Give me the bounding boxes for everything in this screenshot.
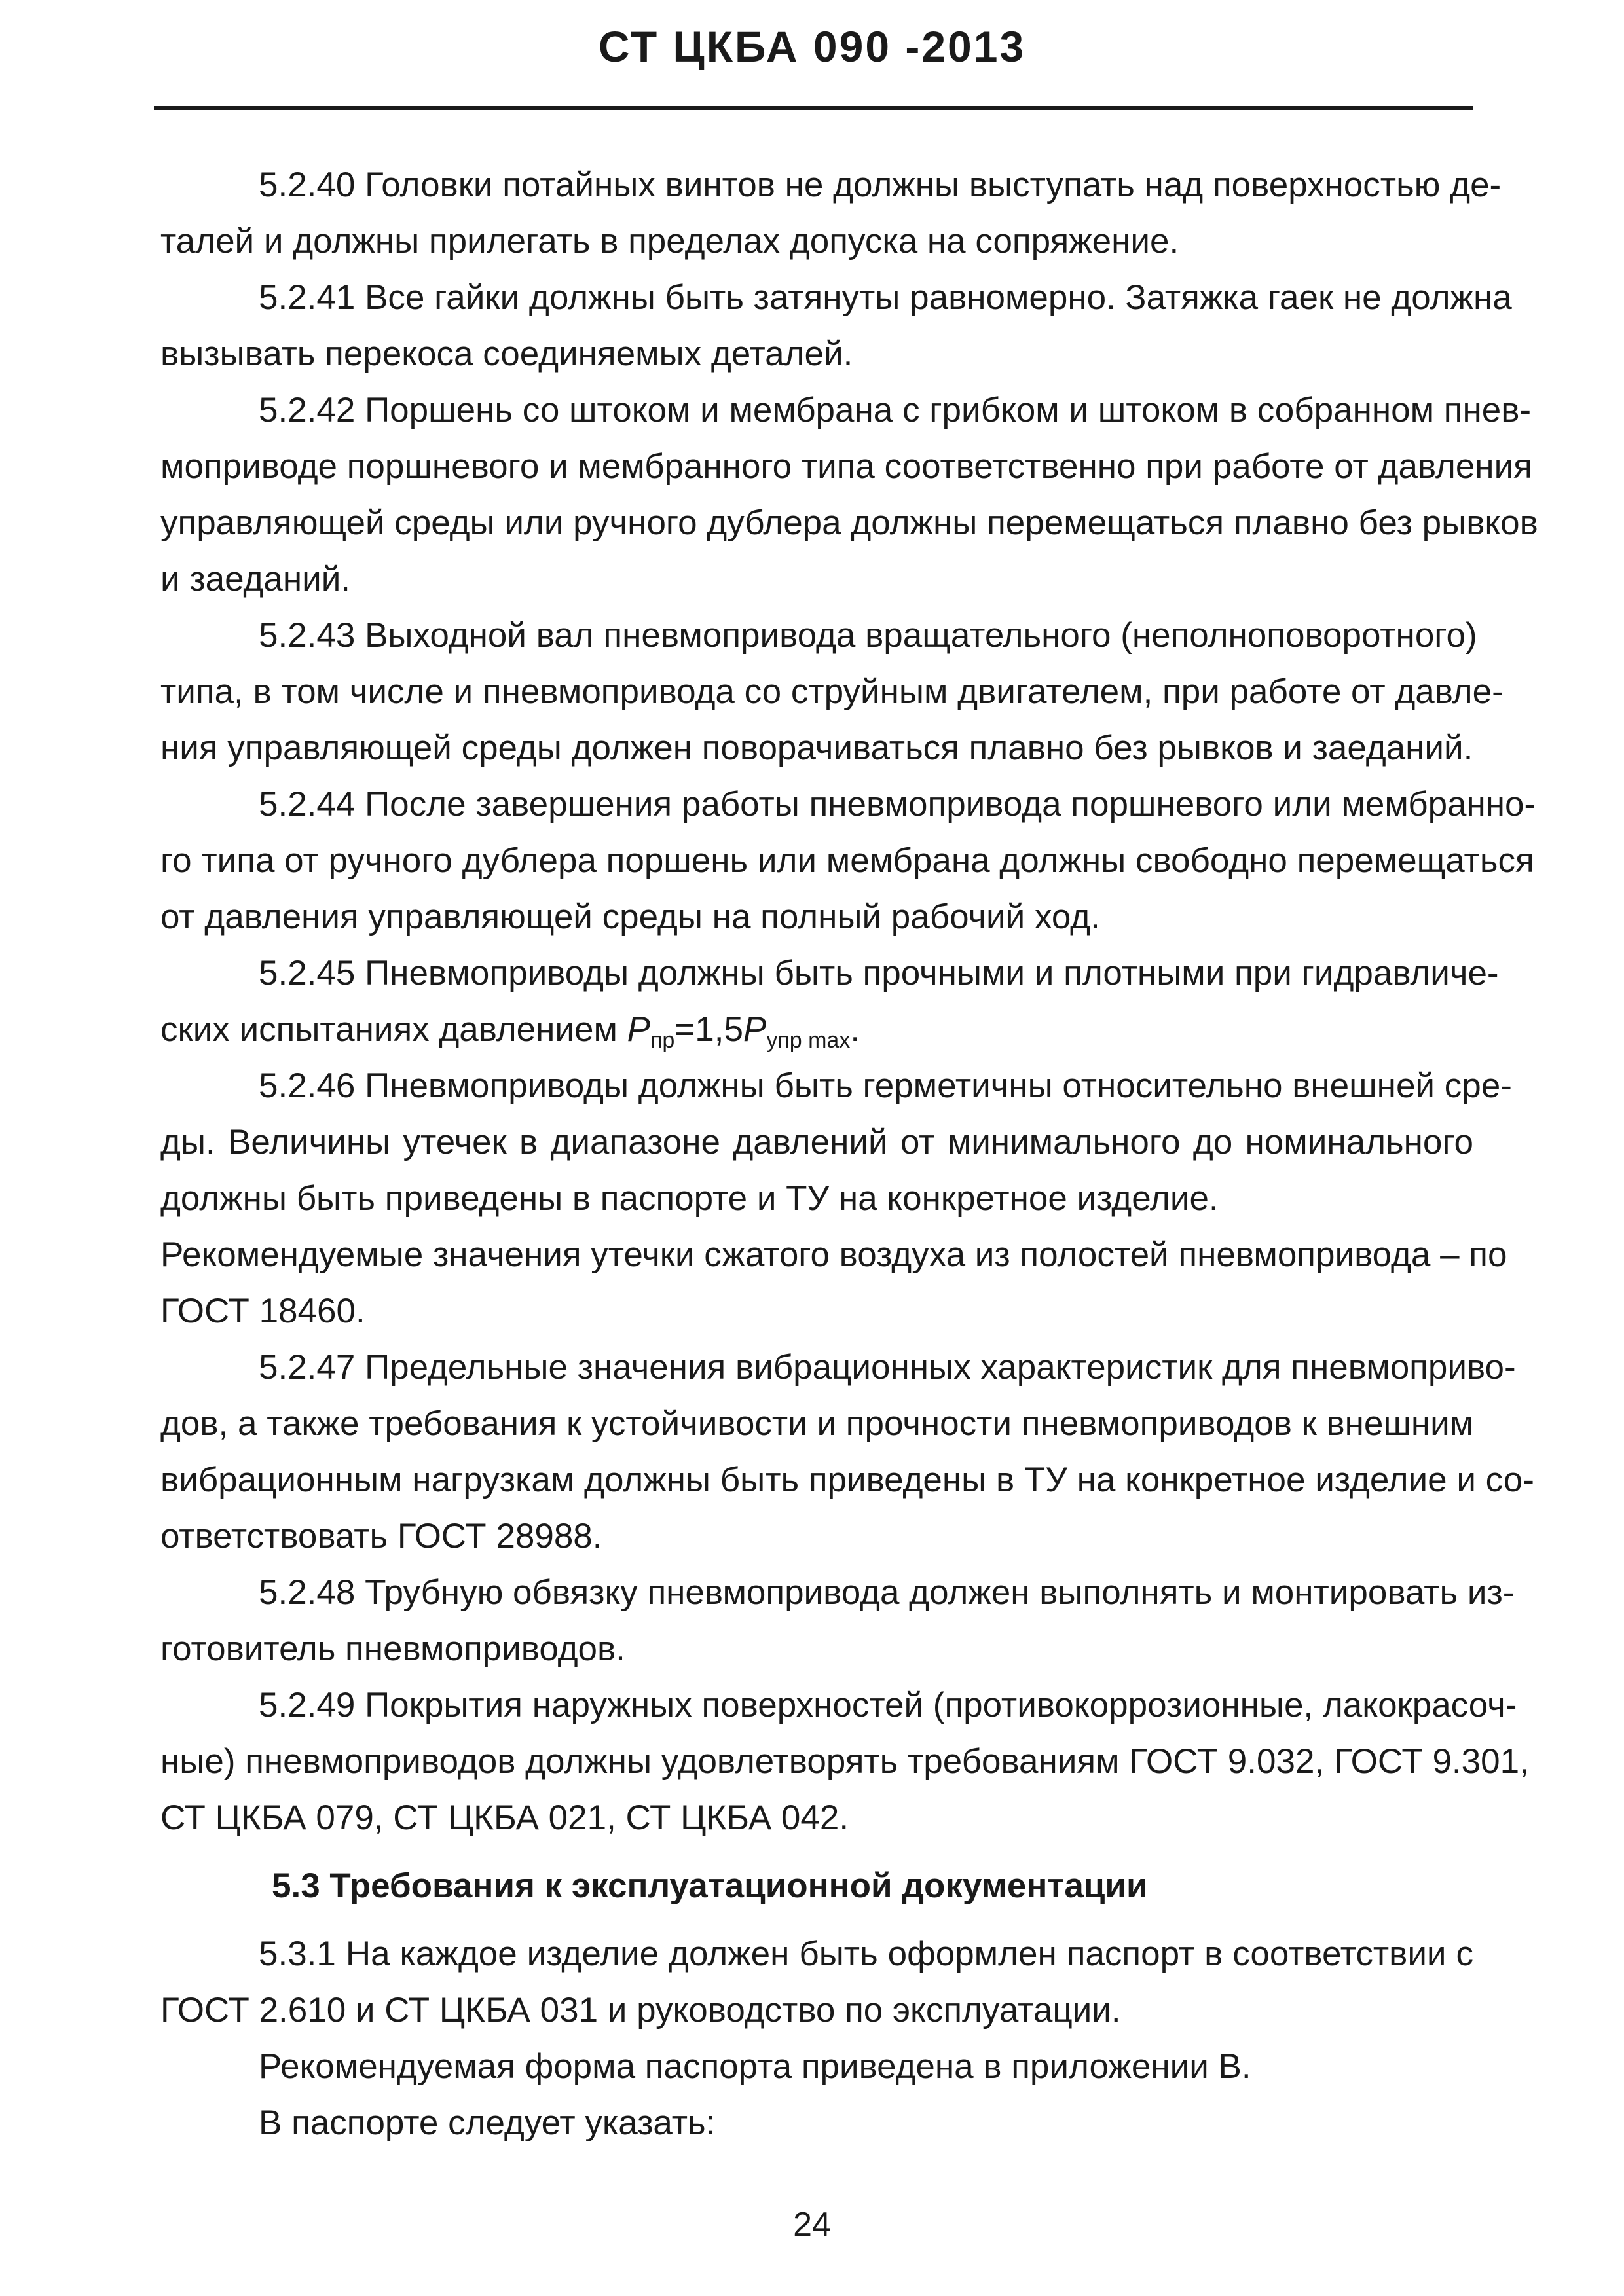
text-line: 5.2.45 Пневмоприводы должны быть прочными и плотными при гидравличе- — [259, 954, 1499, 993]
text-line: и заеданий. — [160, 560, 351, 598]
paragraph-5-2-44 — [160, 776, 1536, 945]
text-line: от давления управляющей среды на полный рабочий ход. — [160, 898, 1100, 936]
paragraph-passport-form — [160, 2039, 1473, 2095]
text-line: должны быть приведены в паспорте и ТУ на конкретное изделие. — [160, 1179, 1219, 1218]
text-line: Рекомендуемые значения утечки сжатого воздуха из полостей пневмопривода – по — [160, 1235, 1507, 1274]
formula-subscript: пр — [650, 1028, 675, 1053]
text-line: В паспорте следует указать: — [259, 2104, 716, 2142]
text-line: 5.2.44 После завершения работы пневмопривода поршневого или мембранно- — [259, 785, 1536, 824]
text-line: 5.2.43 Выходной вал пневмопривода вращательного (неполноповоротного) — [259, 616, 1477, 655]
formula-equals: =1,5 — [674, 1010, 743, 1049]
text-line: ные) пневмоприводов должны удовлетворять требованиям ГОСТ 9.032, ГОСТ 9.301, — [160, 1742, 1529, 1781]
paragraph-passport-contents — [160, 2095, 1473, 2151]
paragraph-5-2-41 — [160, 270, 1512, 382]
text-line: ния управляющей среды должен поворачиваться плавно без рывков и заеданий. — [160, 729, 1473, 767]
paragraph-5-3-1 — [160, 1926, 1473, 2039]
text-line: ответствовать ГОСТ 28988. — [160, 1517, 602, 1556]
paragraph-5-2-47 — [160, 1339, 1534, 1565]
text-line: 5.2.49 Покрытия наружных поверхностей (противокоррозионные, лакокрасоч- — [259, 1686, 1517, 1724]
paragraph-5-2-45 — [160, 945, 1499, 1058]
text-line: ГОСТ 2.610 и СТ ЦКБА 031 и руководство по эксплуатации. — [160, 1991, 1121, 2030]
text-line: 5.2.40 Головки потайных винтов не должны выступать над поверхностью де- — [259, 166, 1502, 204]
formula-symbol-p: P — [743, 1010, 767, 1049]
formula-prefix: ских испытаниях давлением — [160, 1010, 627, 1049]
text-line: 5.2.41 Все гайки должны быть затянуты равномерно. Затяжка гаек не должна — [259, 278, 1512, 317]
text-line: моприводе поршневого и мембранного типа соответственно при работе от давления — [160, 447, 1532, 486]
paragraph-5-2-48 — [160, 1565, 1515, 1677]
formula-symbol-p: P — [627, 1010, 650, 1049]
header-divider — [154, 106, 1473, 110]
paragraph-5-2-46-note — [160, 1227, 1507, 1339]
text-line: 5.2.47 Предельные значения вибрационных характеристик для пневмоприво- — [259, 1348, 1516, 1387]
text-line: 5.2.48 Трубную обвязку пневмопривода должен выполнять и монтировать из- — [259, 1573, 1515, 1612]
text-line: СТ ЦКБА 079, СТ ЦКБА 021, СТ ЦКБА 042. — [160, 1798, 849, 1837]
text-line: талей и должны прилегать в пределах допуска на сопряжение. — [160, 222, 1179, 261]
text-line: 5.2.46 Пневмоприводы должны быть герметичны относительно внешней сре- — [259, 1066, 1512, 1105]
formula-subscript: упр max — [766, 1028, 851, 1053]
text-line: готовитель пневмоприводов. — [160, 1630, 625, 1668]
section-heading-5-3: 5.3 Требования к эксплуатационной документации — [272, 1867, 1148, 1905]
text-line: ды. Величины утечек в диапазоне давлений от минимального до номинального — [160, 1123, 1473, 1161]
text-line: 5.3.1 На каждое изделие должен быть оформлен паспорт в соответствии с — [259, 1935, 1473, 1973]
paragraph-5-2-42 — [160, 382, 1538, 608]
page-number: 24 — [793, 2206, 831, 2244]
text-line: Рекомендуемая форма паспорта приведена в приложении В. — [259, 2047, 1251, 2086]
text-line: го типа от ручного дублера поршень или мембрана должны свободно перемещаться — [160, 841, 1534, 880]
document-header-title: СТ ЦКБА 090 -2013 — [598, 22, 1026, 71]
text-line: вызывать перекоса соединяемых деталей. — [160, 335, 853, 373]
paragraph-5-2-43 — [160, 608, 1504, 776]
text-line: 5.2.42 Поршень со штоком и мембрана с грибком и штоком в собранном пнев- — [259, 391, 1532, 429]
paragraph-5-2-46 — [160, 1058, 1512, 1227]
paragraph-5-2-40 — [160, 157, 1502, 270]
formula-end: . — [850, 1010, 860, 1049]
text-line: вибрационным нагрузкам должны быть приведены в ТУ на конкретное изделие и со- — [160, 1461, 1534, 1499]
text-line: управляющей среды или ручного дублера должны перемещаться плавно без рывков — [160, 503, 1538, 542]
text-line: типа, в том числе и пневмопривода со струйным двигателем, при работе от давле- — [160, 672, 1504, 711]
text-line: дов, а также требования к устойчивости и прочности пневмоприводов к внешним — [160, 1404, 1474, 1443]
pressure-formula-line — [160, 1002, 1473, 1058]
text-line: ГОСТ 18460. — [160, 1292, 365, 1330]
document-body — [160, 157, 1538, 2151]
paragraph-5-2-49 — [160, 1677, 1529, 1846]
